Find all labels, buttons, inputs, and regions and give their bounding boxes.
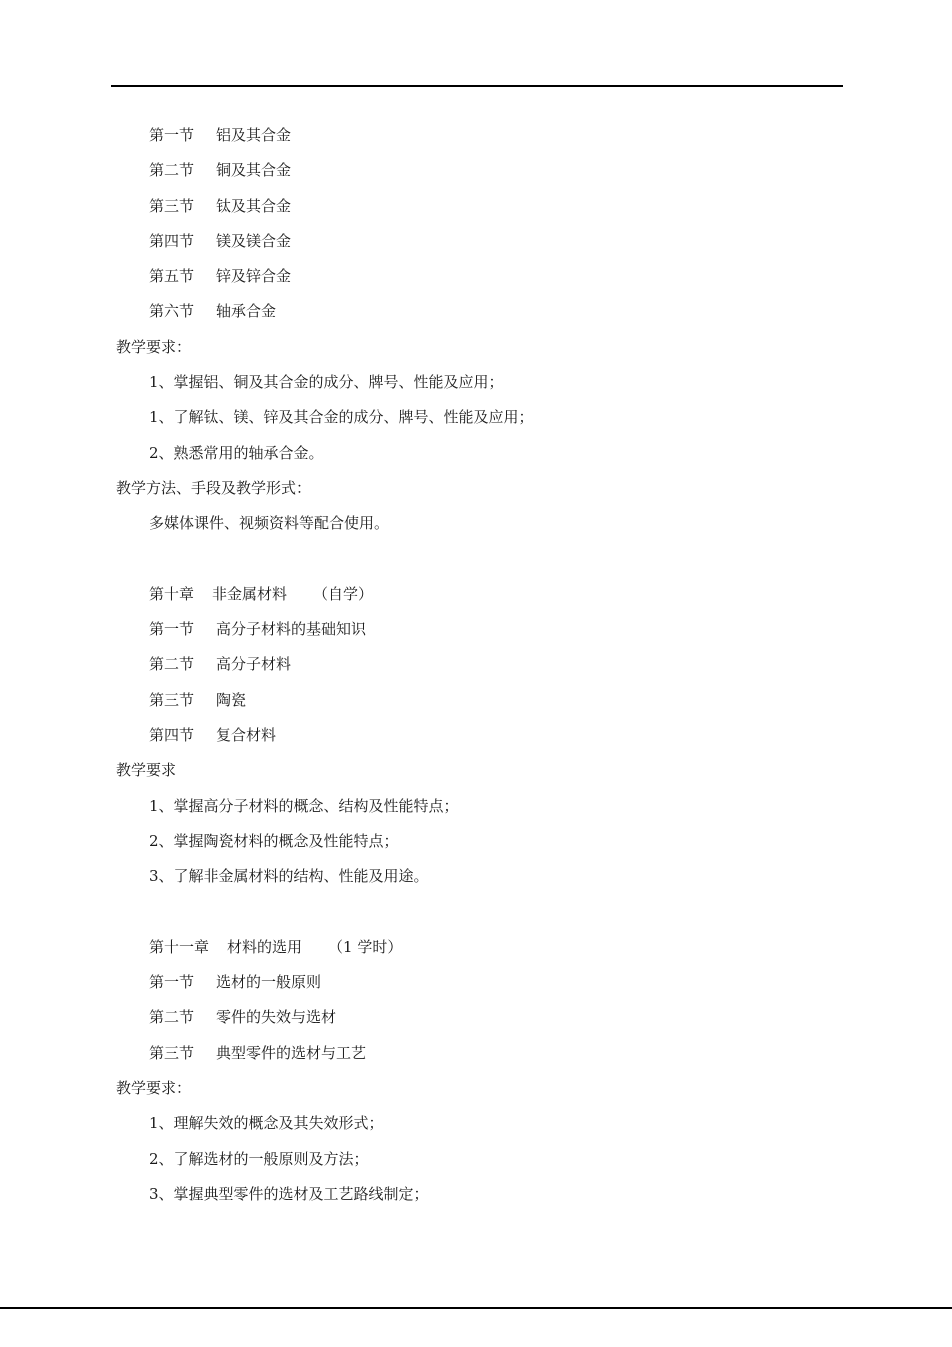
section-item xyxy=(0,189,952,224)
section-title: 铜及其合金 xyxy=(216,161,292,180)
section-item xyxy=(0,259,952,294)
section-number: 第六节 xyxy=(149,302,195,321)
requirement-item: 2、了解选材的一般原则及方法； xyxy=(149,1149,369,1168)
requirement-item: 3、掌握典型零件的选材及工艺路线制定； xyxy=(149,1184,429,1203)
section-item xyxy=(0,1000,952,1035)
section-title: 复合材料 xyxy=(216,726,277,745)
spacer xyxy=(0,542,952,577)
section-item xyxy=(0,683,952,718)
chapter-number: 第十章 xyxy=(149,584,195,603)
section-title: 零件的失效与选材 xyxy=(216,1008,337,1027)
section-block-1 xyxy=(0,118,952,542)
requirements-heading: 教学要求 xyxy=(116,761,177,780)
section-number: 第一节 xyxy=(149,973,195,992)
section-item xyxy=(0,294,952,329)
section-number: 第一节 xyxy=(149,126,195,144)
requirements-heading: 教学要求： xyxy=(116,1079,192,1098)
chapter-number: 第十一章 xyxy=(149,937,210,956)
section-title: 选材的一般原则 xyxy=(216,973,322,992)
chapter-heading xyxy=(0,930,952,965)
section-number: 第五节 xyxy=(149,267,195,286)
section-block-3 xyxy=(0,930,952,1212)
methods-heading: 教学方法、手段及教学形式： xyxy=(116,478,312,497)
requirement-item: 2、熟悉常用的轴承合金。 xyxy=(149,443,324,462)
methods-text: 多媒体课件、视频资料等配合使用。 xyxy=(149,514,390,533)
section-item xyxy=(0,153,952,188)
requirement-item: 3、了解非金属材料的结构、性能及用途。 xyxy=(149,867,429,886)
section-number: 第三节 xyxy=(149,690,195,709)
requirement-item: 1、了解钛、镁、锌及其合金的成分、牌号、性能及应用； xyxy=(149,408,534,427)
section-item xyxy=(0,647,952,682)
chapter-title: 材料的选用 xyxy=(227,937,303,956)
section-block-2 xyxy=(0,577,952,895)
spacer xyxy=(0,895,952,930)
section-number: 第三节 xyxy=(149,1043,195,1062)
section-item xyxy=(0,224,952,259)
section-title: 典型零件的选材与工艺 xyxy=(216,1043,367,1062)
section-number: 第二节 xyxy=(149,1008,195,1027)
section-number: 第一节 xyxy=(149,620,195,639)
requirement-item: 1、掌握高分子材料的概念、结构及性能特点； xyxy=(149,796,459,815)
requirement-item: 1、理解失效的概念及其失效形式； xyxy=(149,1114,384,1133)
requirement-item: 1、掌握铝、铜及其合金的成分、牌号、性能及应用； xyxy=(149,373,504,392)
section-number: 第三节 xyxy=(149,196,195,215)
chapter-note: （自学） xyxy=(313,584,374,603)
section-title: 陶瓷 xyxy=(216,690,247,709)
requirements-heading: 教学要求： xyxy=(116,337,192,356)
section-title: 高分子材料 xyxy=(216,655,292,674)
requirement-item: 2、掌握陶瓷材料的概念及性能特点； xyxy=(149,831,399,850)
section-number: 第四节 xyxy=(149,726,195,745)
section-number: 第四节 xyxy=(149,231,195,250)
section-title: 轴承合金 xyxy=(216,302,277,321)
section-item xyxy=(0,612,952,647)
section-number: 第二节 xyxy=(149,655,195,674)
section-item xyxy=(0,118,952,153)
section-item xyxy=(0,965,952,1000)
section-title: 高分子材料的基础知识 xyxy=(216,620,367,639)
chapter-title: 非金属材料 xyxy=(212,584,288,603)
section-title: 钛及其合金 xyxy=(216,196,292,215)
chapter-heading xyxy=(0,577,952,612)
section-title: 铝及其合金 xyxy=(216,126,292,144)
header-rule xyxy=(111,85,843,87)
chapter-note: （1 学时） xyxy=(328,937,403,956)
section-title: 镁及镁合金 xyxy=(216,231,292,250)
footer-rule xyxy=(0,1307,952,1309)
section-item xyxy=(0,718,952,753)
document-body xyxy=(0,118,952,1212)
section-item xyxy=(0,1036,952,1071)
section-number: 第二节 xyxy=(149,161,195,180)
section-title: 锌及锌合金 xyxy=(216,267,292,286)
